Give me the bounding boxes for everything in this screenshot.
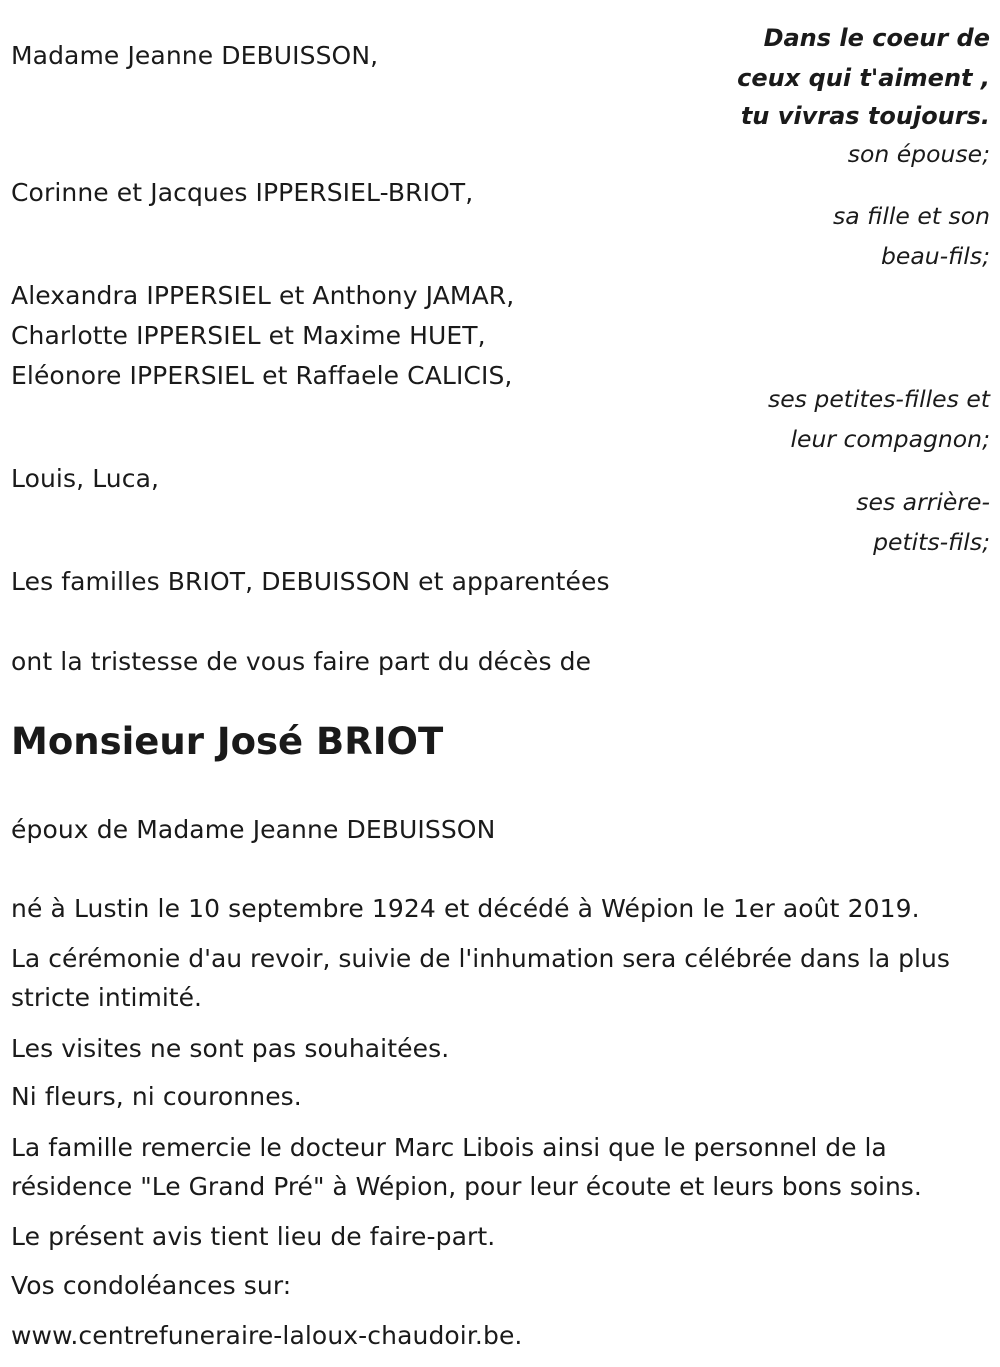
- condolences-url[interactable]: www.centrefuneraire-laloux-chaudoir.be.: [11, 1321, 523, 1350]
- motto-line-1: Dans le coeur de: [763, 24, 990, 52]
- ceremony-paragraph: La cérémonie d'au revoir, suivie de l'inhumation sera célébrée dans la plus stricte intimité.: [11, 944, 950, 1012]
- granddaughter-relation-line-1: ses petites-filles et: [767, 385, 990, 413]
- granddaughter-names-2: Charlotte IPPERSIEL et Maxime HUET,: [11, 321, 486, 350]
- flowers-line: Ni fleurs, ni couronnes.: [11, 1082, 302, 1111]
- motto-line-3: tu vivras toujours.: [740, 102, 990, 130]
- thanks-paragraph: La famille remercie le docteur Marc Libois ainsi que le personnel de la résidence "Le Grand Pré" à Wépion, pour leur écoute et leurs bons soins.: [11, 1133, 922, 1201]
- spouse-of-line: époux de Madame Jeanne DEBUISSON: [11, 815, 496, 844]
- condolences-label: Vos condoléances sur:: [11, 1271, 292, 1300]
- visits-line: Les visites ne sont pas souhaitées.: [11, 1034, 450, 1063]
- motto-line-2: ceux qui t'aiment ,: [737, 64, 990, 92]
- daughter-names: Corinne et Jacques IPPERSIEL-BRIOT,: [11, 178, 474, 207]
- spouse-name: Madame Jeanne DEBUISSON,: [11, 41, 379, 70]
- daughter-relation-line-1: sa fille et son: [833, 202, 990, 230]
- great-grandson-relation-line-1: ses arrière-: [856, 488, 990, 516]
- notice-line: Le présent avis tient lieu de faire-part.: [11, 1222, 496, 1251]
- granddaughter-names-3: Eléonore IPPERSIEL et Raffaele CALICIS,: [11, 361, 513, 390]
- birth-death-line: né à Lustin le 10 septembre 1924 et décédé à Wépion le 1er août 2019.: [11, 894, 920, 923]
- great-grandson-names: Louis, Luca,: [11, 464, 160, 493]
- daughter-relation-line-2: beau-fils;: [880, 242, 990, 270]
- spouse-relation: son épouse;: [847, 140, 990, 168]
- deceased-name: Monsieur José BRIOT: [11, 720, 444, 763]
- great-grandson-relation-line-2: petits-fils;: [873, 528, 990, 556]
- families-line: Les familles BRIOT, DEBUISSON et apparentées: [11, 567, 610, 596]
- granddaughter-names-1: Alexandra IPPERSIEL et Anthony JAMAR,: [11, 281, 515, 310]
- announcement-line: ont la tristesse de vous faire part du décès de: [11, 647, 592, 676]
- granddaughter-relation-line-2: leur compagnon;: [790, 425, 990, 453]
